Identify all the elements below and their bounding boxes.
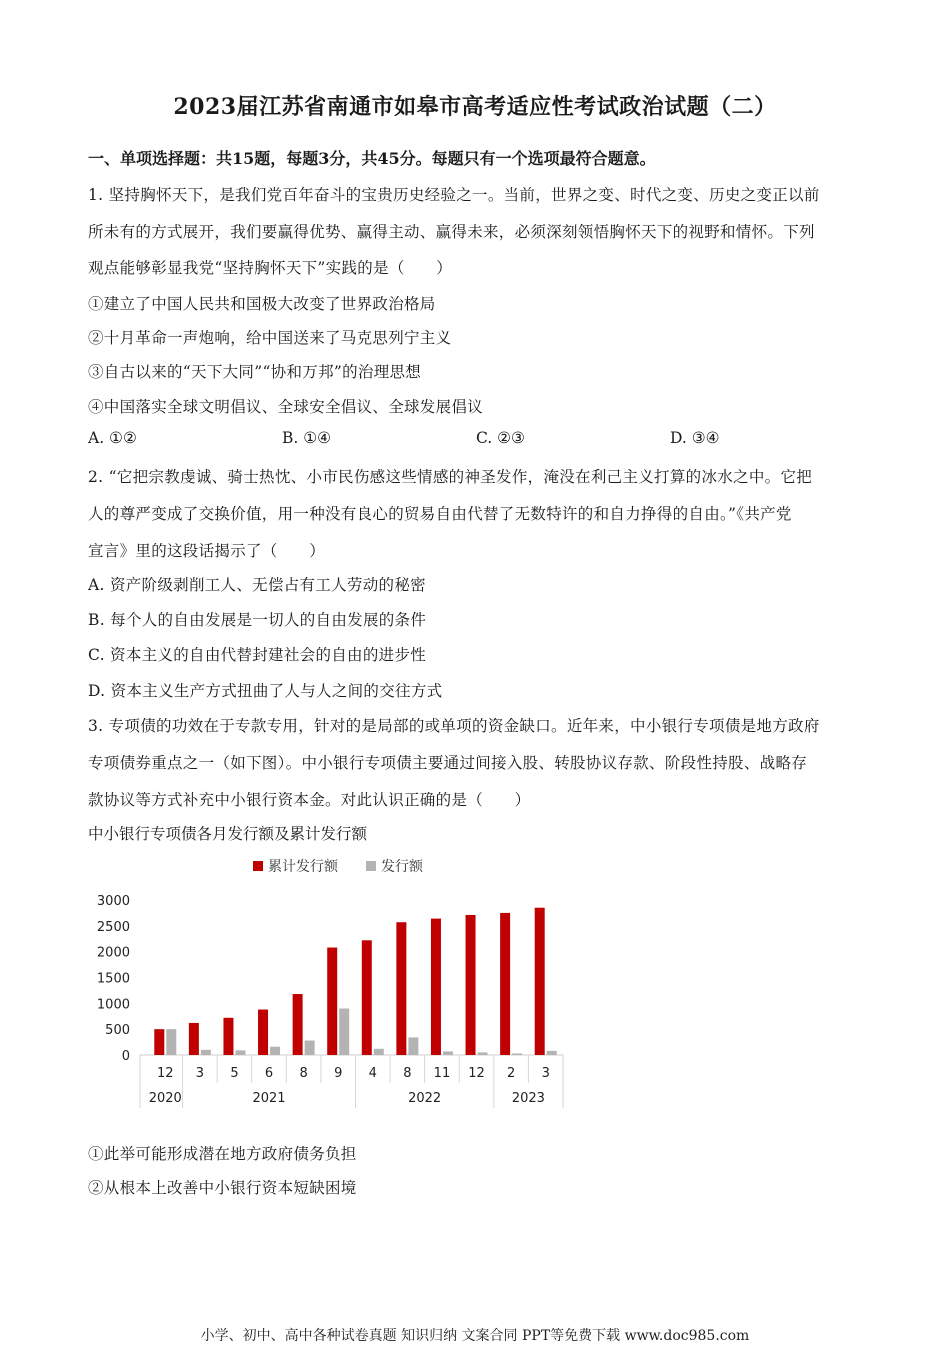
page-footer: 小学、初中、高中各种试卷真题 知识归纳 文案合同 PPT等免费下载 www.doc985.com [200,1328,750,1344]
x-tick-label: 12 [468,1066,485,1081]
bar-monthly [339,1009,349,1056]
q3-line-2: 专项债券重点之一（如下图）。中小银行专项债主要通过间接入股、转股协议存款、阶段性持股、战略存 [88,754,808,772]
year-label: 2023 [511,1091,545,1106]
chart-caption: 中小银行专项债各月发行额及累计发行额 [88,825,368,843]
bar-cumulative [431,919,441,1055]
q3-line-3: 款协议等方式补充中小银行资本金。对此认识正确的是（ ） [88,791,531,809]
section-heading: 一、单项选择题：共15题，每题3分，共45分。每题只有一个选项最符合题意。 [88,149,656,168]
q1-line-1: 1. 坚持胸怀天下，是我们党百年奋斗的宝贵历史经验之一。当前，世界之变、时代之变、历史之变正以前 [88,186,820,204]
x-tick-label: 11 [433,1066,451,1081]
year-label: 2021 [252,1091,286,1106]
bar-monthly [512,1053,522,1055]
bar-cumulative [223,1018,233,1055]
q1-option-c: C. ②③ [476,429,525,447]
bar-cumulative [258,1010,268,1055]
q1-item-3: ③自古以来的“天下大同”“协和万邦”的治理思想 [88,363,422,381]
x-tick-label: 2 [506,1066,516,1081]
x-tick-label: 9 [334,1066,343,1081]
q1-item-1: ①建立了中国人民共和国极大改变了世界政治格局 [88,295,436,313]
bar-monthly [547,1051,557,1055]
y-tick-label: 3000 [96,894,130,909]
bar-cumulative [293,994,303,1055]
q2-option-b: B. 每个人的自由发展是一切人的自由发展的条件 [88,611,427,629]
x-tick-label: 6 [264,1066,274,1081]
bar-monthly [201,1050,211,1055]
y-tick-label: 1000 [96,997,130,1013]
x-tick-label: 3 [541,1066,550,1081]
y-tick-label: 500 [105,1023,130,1039]
legend-swatch-cumulative [253,861,263,871]
bar-cumulative [154,1029,164,1055]
q2-option-a: A. 资产阶级剥削工人、无偿占有工人劳动的秘密 [88,576,426,594]
bar-monthly [270,1047,280,1055]
bar-monthly [478,1052,488,1055]
page-title: 2023届江苏省南通市如皋市高考适应性考试政治试题（二） [173,94,777,120]
q1-option-b: B. ①④ [282,429,332,447]
x-tick-label: 8 [299,1066,308,1081]
bar-monthly [443,1051,453,1055]
bar-monthly [374,1049,384,1055]
q1-option-d: D. ③④ [670,429,720,447]
bar-cumulative [327,948,337,1055]
bar-monthly [408,1037,418,1055]
bar-monthly [305,1041,315,1055]
q1-line-3: 观点能够彰显我党“坚持胸怀天下”实践的是（ ） [88,259,453,277]
bar-cumulative [500,913,510,1055]
bar-cumulative [396,922,406,1055]
legend-label-monthly: 发行额 [381,859,423,875]
bar-monthly [235,1050,245,1055]
q3-line-1: 3. 专项债的功效在于专款专用，针对的是局部的或单项的资金缺口。近年来，中小银行专项债是地方政府 [88,717,820,735]
bar-monthly [166,1029,176,1055]
y-tick-label: 2000 [96,945,130,961]
q1-option-a: A. ①② [88,429,137,447]
bar-cumulative [189,1023,199,1055]
bond-issuance-chart [88,850,578,1112]
y-tick-label: 1500 [96,971,130,987]
q2-option-c: C. 资本主义的自由代替封建社会的自由的进步性 [88,646,427,664]
q1-line-2: 所未有的方式展开，我们要赢得优势、赢得主动、赢得未来，必须深刻领悟胸怀天下的视野和情怀。下列 [88,223,815,241]
x-tick-label: 3 [195,1066,205,1081]
legend-label-cumulative: 累计发行额 [268,859,338,875]
q2-line-3: 宣言》里的这段话揭示了（ ） [88,542,326,560]
q3-item-2: ②从根本上改善中小银行资本短缺困境 [88,1179,357,1197]
x-tick-label: 5 [230,1066,239,1081]
q1-item-2: ②十月革命一声炮响，给中国送来了马克思列宁主义 [88,329,452,347]
bar-cumulative [535,908,545,1055]
y-tick-label: 0 [121,1049,130,1064]
x-tick-label: 8 [403,1066,412,1081]
q2-option-d: D. 资本主义生产方式扭曲了人与人之间的交往方式 [88,682,443,700]
bar-cumulative [362,940,372,1055]
x-tick-label: 4 [368,1066,377,1081]
year-label: 2020 [148,1091,182,1106]
q3-item-1: ①此举可能形成潜在地方政府债务负担 [88,1145,357,1163]
legend-swatch-monthly [366,861,376,871]
x-tick-label: 12 [157,1066,174,1081]
y-tick-label: 2500 [96,919,130,935]
q2-line-2: 人的尊严变成了交换价值，用一种没有良心的贸易自由代替了无数特许的和自力挣得的自由。”《共产党 [88,505,792,523]
year-label: 2022 [408,1091,442,1106]
bar-cumulative [466,915,476,1055]
q1-item-4: ④中国落实全球文明倡议、全球安全倡议、全球发展倡议 [88,398,484,416]
q2-line-1: 2. “它把宗教虔诚、骑士热忱、小市民伤感这些情感的神圣发作，淹没在利己主义打算的冰水之中。它把 [88,468,813,486]
